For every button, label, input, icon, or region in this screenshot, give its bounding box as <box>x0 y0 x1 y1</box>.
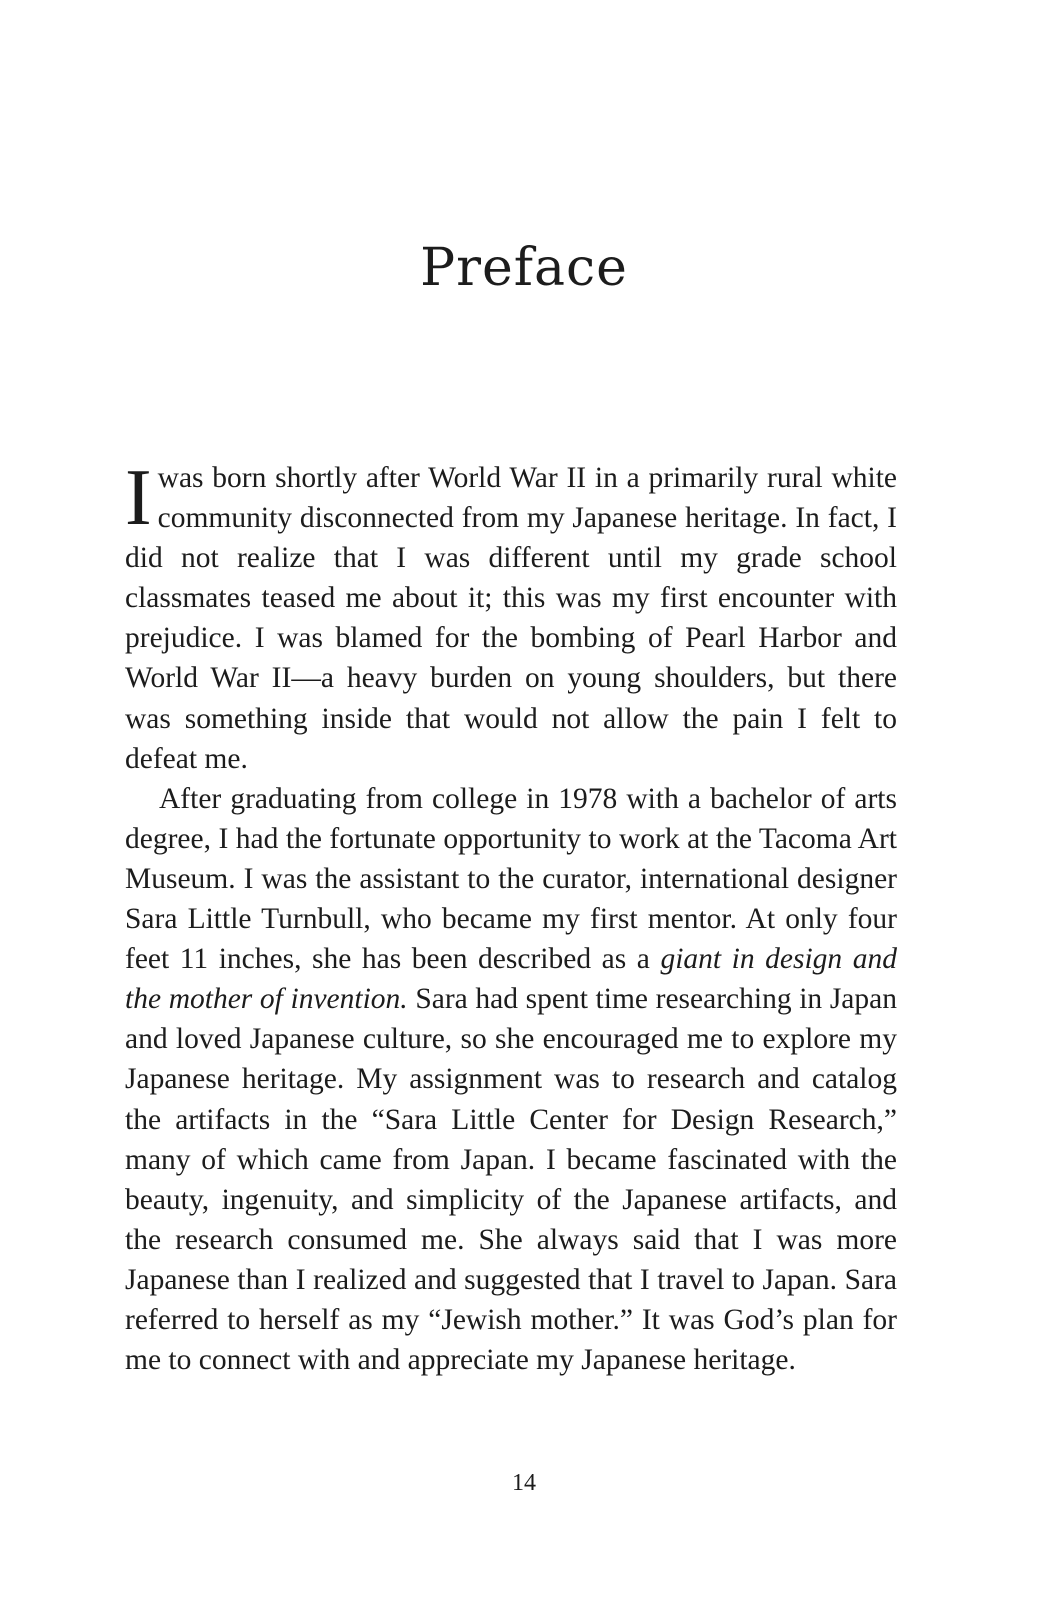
paragraph-1-text: was born shortly after World War II in a primarily rural white community disconnected from my Japanese heritage. In fact, I did not realize that I was different until my grade school classmates teased me about it; this was my first encounter with prejudice. I was blamed for the bombing of Pearl Harbor and World War II—a heavy burden on young shoulders, but there was something inside that would not allow the pain I felt to defeat me. <box>125 462 897 775</box>
paragraph-2-text-end: Sara had spent time researching in Japan and loved Japanese culture, so she encouraged me to explore my Japanese heritage. My assignment was to research and catalog the artifacts in the “Sara Little Center for Design Research,” many of which came from Japan. I became fascinated with the beauty, ingenuity, and simplicity of the Japanese artifacts, and the research consumed me. She always said that I was more Japanese than I realized and suggested that I travel to Japan. Sara referred to herself as my “Jewish mother.” It was God’s plan for me to connect with and appreciate my Japanese heritage. <box>125 983 897 1377</box>
italic-quote: giant in design and the mother of invention. <box>125 943 897 1016</box>
body-text <box>125 454 897 1380</box>
drop-cap: I <box>125 454 152 542</box>
page-number: 14 <box>512 1470 536 1496</box>
paragraph-1 <box>125 454 897 779</box>
paragraph-2 <box>125 779 897 1380</box>
paragraph-2-text-start: After graduating from college in 1978 with a bachelor of arts degree, I had the fortunate opportunity to work at the Tacoma Art Museum. I was the assistant to the curator, international designer Sara Little Turnbull, who became my first mentor. At only four feet 11 inches, she has been described as a <box>125 782 897 976</box>
chapter-title: Preface <box>420 238 628 298</box>
